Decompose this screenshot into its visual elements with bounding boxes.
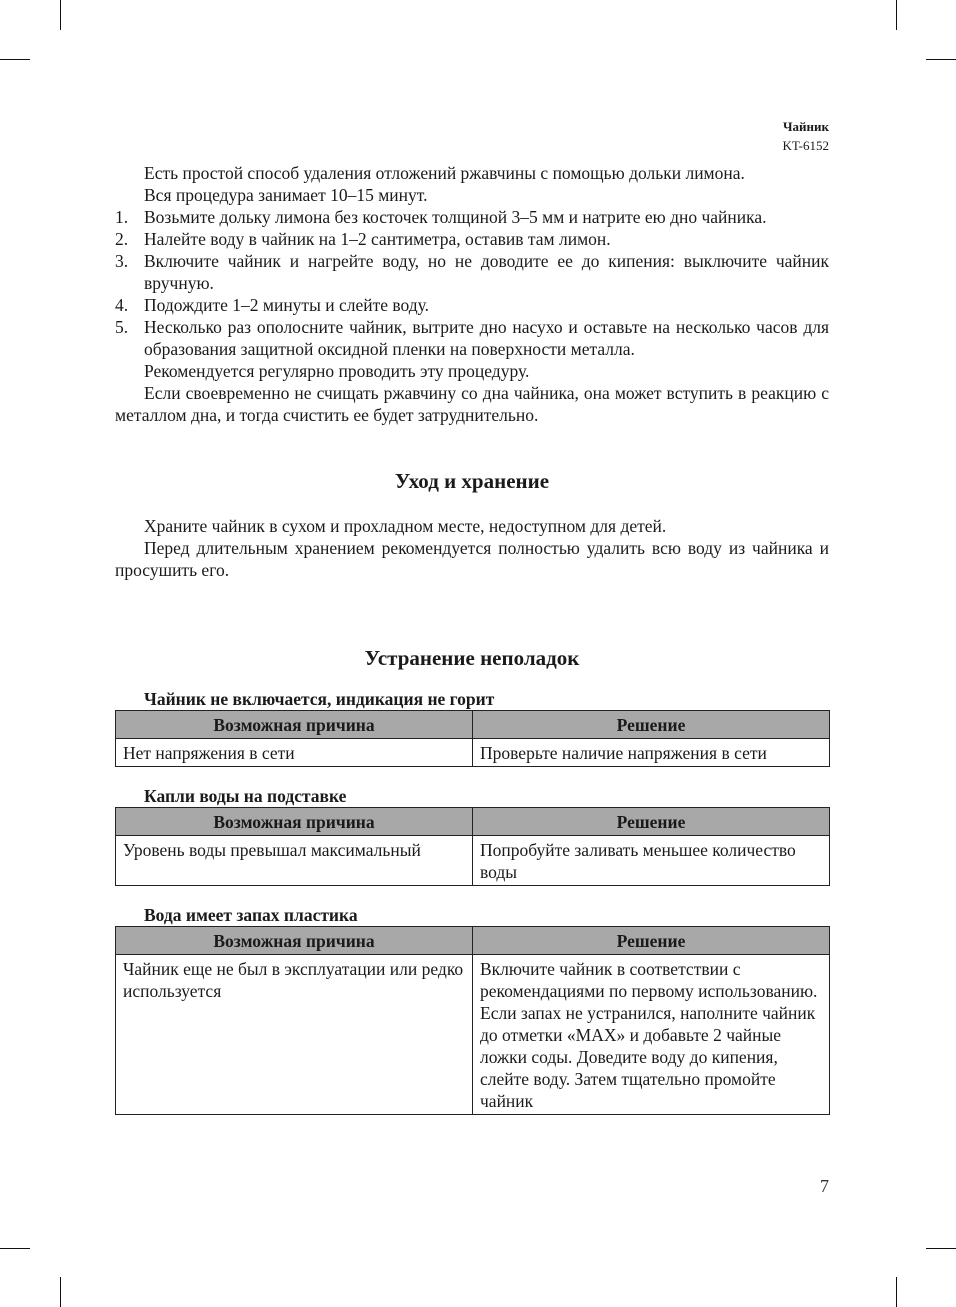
warning-text: Если своевременно не счищать ржавчину со дна чайника, она может вступить в реакцию с металлом дна, и тогда счистить ее будет затруднительно. xyxy=(115,383,829,425)
step-number: 1. xyxy=(115,207,129,227)
list-item xyxy=(115,228,829,250)
trouble-section xyxy=(115,904,829,1115)
care-text: Храните чайник в сухом и прохладном месте, недоступном для детей. xyxy=(144,516,667,536)
cause-cell: Чайник еще не был в эксплуатации или редко используется xyxy=(116,955,473,1115)
step-text: Возьмите дольку лимона без косточек толщиной 3–5 мм и натрите ею дно чайника. xyxy=(144,207,767,227)
cause-cell: Нет напряжения в сети xyxy=(116,739,473,767)
step-text: Несколько раз ополосните чайник, вытрите дно насухо и оставьте на несколько часов для образования защитной оксидной пленки на поверхности металла. xyxy=(144,317,829,359)
column-header-cause: Возможная причина xyxy=(116,711,473,739)
recommendation-text: Рекомендуется регулярно проводить эту процедуру. xyxy=(144,361,530,381)
step-text: Подождите 1–2 минуты и слейте воду. xyxy=(144,295,430,315)
crop-mark xyxy=(896,0,897,30)
crop-mark xyxy=(926,59,956,60)
care-text: Перед длительным хранением рекомендуется полностью удалить всю воду из чайника и просушить его. xyxy=(115,538,829,580)
crop-mark xyxy=(896,1277,897,1307)
trouble-table xyxy=(115,710,830,767)
table-row xyxy=(116,836,830,886)
column-header-solution: Решение xyxy=(473,808,830,836)
table-header-row xyxy=(116,808,830,836)
trouble-table xyxy=(115,926,830,1115)
column-header-solution: Решение xyxy=(473,927,830,955)
crop-mark xyxy=(0,59,30,60)
page-number: 7 xyxy=(820,1176,829,1196)
step-text: Включите чайник и нагрейте воду, но не доводите ее до кипения: выключите чайник вручную. xyxy=(144,251,829,293)
troubleshooting-section-title: Устранение неполадок xyxy=(364,646,580,670)
crop-mark xyxy=(60,1277,61,1307)
solution-cell: Включите чайник в соответствии с рекомендациями по первому использованию. Если запах не устранился, наполните чайник до отметки «MAX» и добавьте 2 чайные ложки соды. Доведите воду до кипения, слейте воду. Затем тщательно промойте чайник xyxy=(473,955,830,1115)
list-item xyxy=(115,206,829,228)
trouble-section xyxy=(115,688,829,767)
list-item xyxy=(115,294,829,316)
table-header-row xyxy=(116,711,830,739)
step-text: Налейте воду в чайник на 1–2 сантиметра, оставив там лимон. xyxy=(144,229,611,249)
step-number: 3. xyxy=(115,251,129,271)
step-number: 2. xyxy=(115,229,129,249)
list-item xyxy=(115,316,829,360)
trouble-table xyxy=(115,807,830,886)
cause-cell: Уровень воды превышал максимальный xyxy=(116,836,473,886)
intro-text: Вся процедура занимает 10–15 минут. xyxy=(144,185,428,205)
problem-title: Вода имеет запах пластика xyxy=(144,905,358,925)
crop-mark xyxy=(926,1248,956,1249)
column-header-cause: Возможная причина xyxy=(116,927,473,955)
problem-title: Чайник не включается, индикация не горит xyxy=(144,689,495,709)
header-model: KT-6152 xyxy=(782,138,829,153)
table-row xyxy=(116,955,830,1115)
list-item xyxy=(115,250,829,294)
page-header xyxy=(783,117,829,155)
trouble-section xyxy=(115,785,829,886)
crop-mark xyxy=(60,0,61,30)
steps-list xyxy=(115,206,829,360)
column-header-cause: Возможная причина xyxy=(116,808,473,836)
step-number: 4. xyxy=(115,295,129,315)
step-number: 5. xyxy=(115,317,129,337)
crop-mark xyxy=(0,1248,30,1249)
problem-title: Капли воды на подставке xyxy=(144,786,347,806)
header-product: Чайник xyxy=(782,119,829,134)
care-section-title: Уход и хранение xyxy=(394,469,550,493)
table-header-row xyxy=(116,927,830,955)
intro-text: Есть простой способ удаления отложений ржавчины с помощью дольки лимона. xyxy=(144,163,745,183)
page-content xyxy=(115,162,829,1133)
table-row xyxy=(116,739,830,767)
solution-cell: Проверьте наличие напряжения в сети xyxy=(473,739,830,767)
column-header-solution: Решение xyxy=(473,711,830,739)
solution-cell: Попробуйте заливать меньшее количество воды xyxy=(473,836,830,886)
